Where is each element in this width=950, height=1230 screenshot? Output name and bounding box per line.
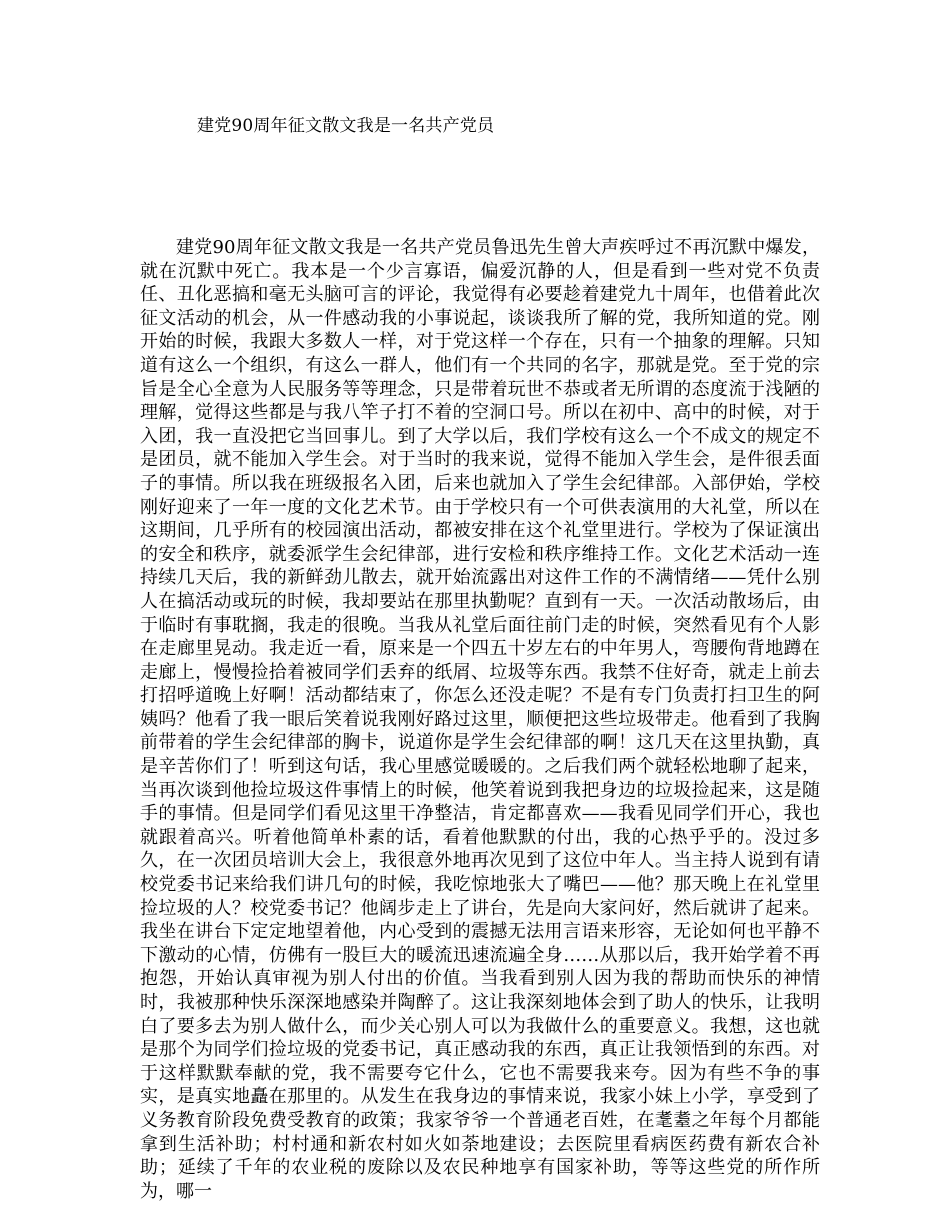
document-body-paragraph: 建党90周年征文散文我是一名共产党员鲁迅先生曾大声疾呼过不再沉默中爆发，就在沉默中死亡。我本是一个少言寡语，偏爱沉静的人，但是看到一些对党不负责任、丑化恶搞和毫无头脑可言的评论，我觉得有必要趁着建党九十周年，也借着此次征文活动的机会，从一件感动我的小事说起，谈谈我所了解的党，我所知道的党。刚开始的时候，我跟大多数人一样，对于党这样一个存在，只有一个抽象的理解。只知道有这么一个组织，有这么一群人，他们有一个共同的名字，那就是党。至于党的宗旨是全心全意为人民服务等等理念，只是带着玩世不恭或者无所谓的态度流于浅陋的理解，觉得这些都是与我八竿子打不着的空洞口号。所以在初中、高中的时候，对于入团，我一直没把它当回事儿。到了大学以后，我们学校有这么一个不成文的规定不是团员，就不能加入学生会。对于当时的我来说，觉得不能加入学生会，是件很丢面子的事情。所以我在班级报名入团，后来也就加入了学生会纪律部。入部伊始，学校刚好迎来了一年一度的文化艺术节。由于学校只有一个可供表演用的大礼堂，所以在这期间，几乎所有的校园演出活动，都被安排在这个礼堂里进行。学校为了保证演出的安全和秩序，就委派学生会纪律部，进行安检和秩序维持工作。文化艺术活动一连持续几天后，我的新鲜劲儿散去，就开始流露出对这件工作的不满情绪——凭什么别人在搞活动或玩的时候，我却要站在那里执勤呢？直到有一天。一次活动散场后，由于临时有事耽搁，我走的很晚。当我从礼堂后面往前门走的时候，突然看见有个人影在走廊里晃动。我走近一看，原来是一个四五十岁左右的中年男人，弯腰佝背地蹲在走廊上，慢慢捡拾着被同学们丢弃的纸屑、垃圾等东西。我禁不住好奇，就走上前去打招呼道晚上好啊！活动都结束了，你怎么还没走呢？不是有专门负责打扫卫生的阿姨吗？他看了我一眼后笑着说我刚好路过这里，顺便把这些垃圾带走。他看到了我胸前带着的学生会纪律部的胸卡，说道你是学生会纪律部的啊！这几天在这里执勤，真是辛苦你们了！听到这句话，我心里感觉暖暖的。之后我们两个就轻松地聊了起来，当再次谈到他捡垃圾这件事情上的时候，他笑着说到我把身边的垃圾捡起来，这是随手的事情。但是同学们看见这里干净整洁，肯定都喜欢——我看见同学们开心，我也就跟着高兴。听着他简单朴素的话，看着他默默的付出，我的心热乎乎的。没过多久，在一次团员培训大会上，我很意外地再次见到了这位中年人。当主持人说到有请校党委书记来给我们讲几句的时候，我吃惊地张大了嘴巴——他？那天晚上在礼堂里捡垃圾的人？校党委书记？他阔步走上了讲台，先是向大家问好，然后就讲了起来。我坐在讲台下定定地望着他，内心受到的震撼无法用言语来形容，无论如何也平静不下激动的心情，仿佛有一股巨大的暖流迅速流遍全身……从那以后，我开始学着不再抱怨，开始认真审视为别人付出的价值。当我看到别人因为我的帮助而快乐的神情时，我被那种快乐深深地感染并陶醉了。这让我深刻地体会到了助人的快乐，让我明白了要多去为别人做什么，而少关心别人可以为我做什么的重要意义。我想，这也就是那个为同学们捡垃圾的党委书记，真正感动我的东西，真正让我领悟到的东西。对于这样默默奉献的党，我不需要夸它什么，它也不需要我来夸。因为有些不争的事实，是真实地矗在那里的。从发生在我身边的事情来说，我家小妹上小学，享受到了义务教育阶段免费受教育的政策；我家爷爷一个普通老百姓，在耄耋之年每个月都能拿到生活补助；村村通和新农村如火如荼地建设；去医院里看病医药费有新农合补助；延续了千年的农业税的废除以及农民种地享有国家补助，等等这些党的所作所为，哪一 — [140, 237, 820, 1202]
document-title: 建党90周年征文散文我是一名共产党员 — [197, 116, 495, 136]
